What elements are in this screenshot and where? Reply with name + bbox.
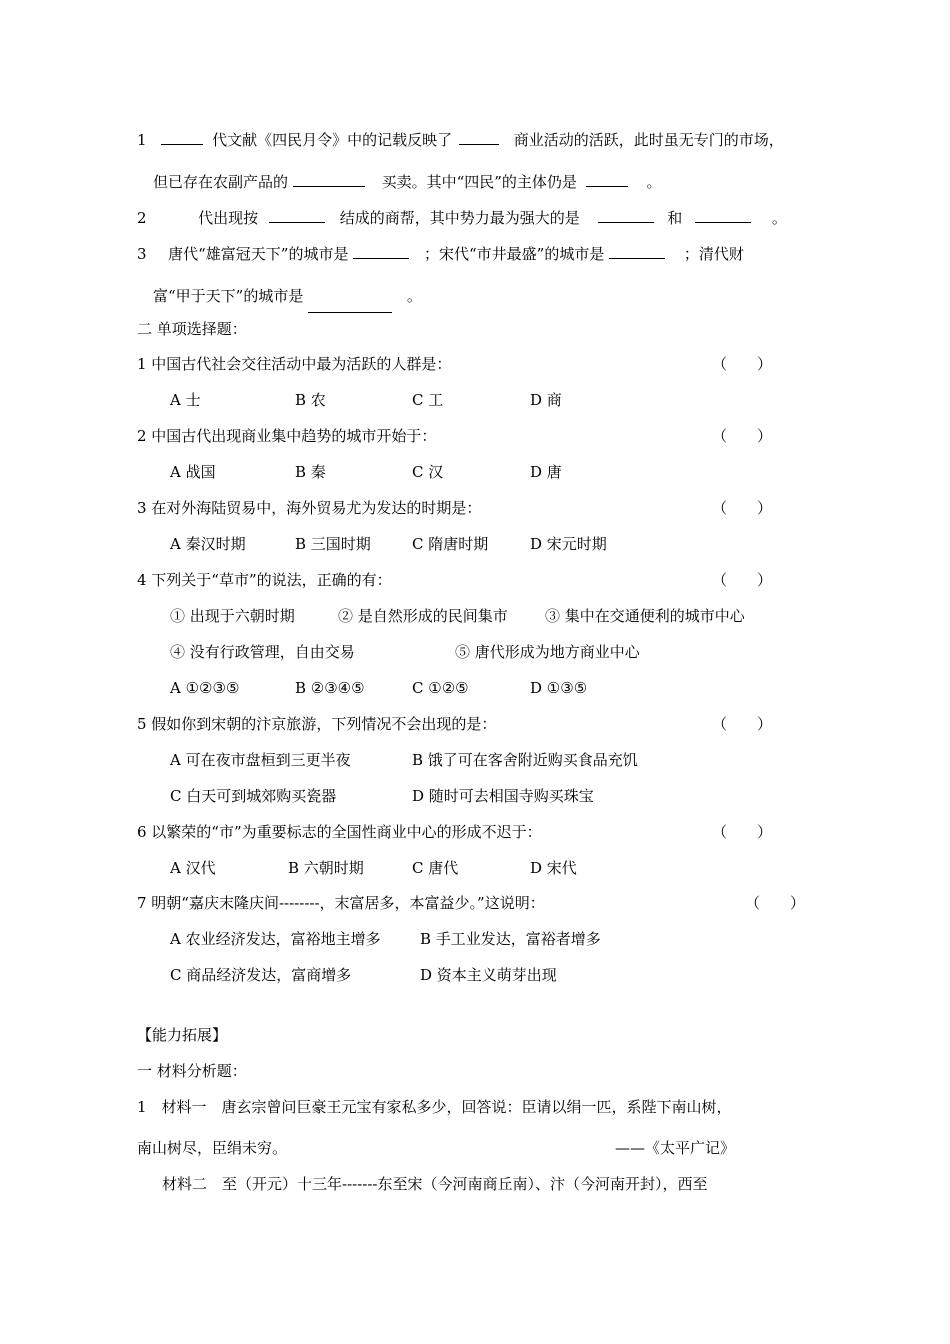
section-heading-single-choice: 二 单项选择题： <box>137 320 247 338</box>
question-text: ；清代财 <box>683 245 744 263</box>
answer-blank[interactable] <box>161 128 203 145</box>
answer-bracket[interactable]: （ ） <box>712 823 773 841</box>
option-b[interactable]: B 秦 <box>295 463 326 481</box>
answer-bracket[interactable]: （ ） <box>712 499 773 517</box>
fill-question-1-cont <box>153 170 662 192</box>
answer-blank[interactable] <box>308 296 392 313</box>
answer-blank[interactable] <box>598 206 654 223</box>
answer-bracket[interactable]: （ ） <box>745 894 806 912</box>
fill-question-3 <box>137 242 744 264</box>
question-text: 代文献《四民月令》中的记载反映了 <box>212 131 453 149</box>
question-text: 富“甲于天下”的城市是 <box>153 287 304 305</box>
answer-blank[interactable] <box>586 170 628 187</box>
answer-bracket[interactable]: （ ） <box>712 427 773 445</box>
question-text: 买卖。其中“四民”的主体仍是 <box>381 173 577 191</box>
statement-5: ⑤ 唐代形成为地方商业中心 <box>455 643 640 661</box>
option-b[interactable]: B 三国时期 <box>295 535 371 553</box>
option-d[interactable]: D 资本主义萌芽出现 <box>420 966 557 984</box>
option-d[interactable]: D 唐 <box>530 463 562 481</box>
question-text: 代出现按 <box>198 209 259 227</box>
option-d[interactable]: D 宋代 <box>530 859 577 877</box>
question-text: 商业活动的活跃，此时虽无专门的市场， <box>513 131 784 149</box>
option-c[interactable]: C 汉 <box>412 463 444 481</box>
answer-blank[interactable] <box>353 242 409 259</box>
question-text: 。 <box>771 209 787 227</box>
question-text: 但已存在农副产品的 <box>153 173 289 191</box>
option-b[interactable]: B 手工业发达，富裕者增多 <box>420 930 601 948</box>
fill-question-3-cont <box>153 284 422 306</box>
option-a[interactable]: A 农业经济发达，富裕地主增多 <box>170 930 381 948</box>
fill-question-2 <box>137 206 787 228</box>
mc-question-2: 2 中国古代出现商业集中趋势的城市开始于： <box>137 427 437 445</box>
material-text-line: 南山树尽，臣绢未穷。 <box>137 1139 288 1157</box>
answer-bracket[interactable]: （ ） <box>712 715 773 733</box>
question-text: 唐代“雄富冠天下”的城市是 <box>168 245 349 263</box>
section-heading-material-analysis: 一 材料分析题： <box>137 1062 247 1080</box>
statement-2: ② 是自然形成的民间集市 <box>338 607 508 625</box>
question-number: 1 <box>137 131 147 149</box>
option-b[interactable]: B 六朝时期 <box>288 859 364 877</box>
mc-question-7: 7 明朝“嘉庆末隆庆间--------，末富居多，本富益少。”这说明： <box>137 894 545 912</box>
option-c[interactable]: C 工 <box>412 391 444 409</box>
answer-blank[interactable] <box>293 170 365 187</box>
statement-1: ① 出现于六朝时期 <box>170 607 295 625</box>
question-text: 结成的商帮，其中势力最为强大的是 <box>339 209 580 227</box>
option-c[interactable]: C 隋唐时期 <box>412 535 489 553</box>
option-a[interactable]: A 战国 <box>170 463 216 481</box>
material-source: ——《太平广记》 <box>615 1139 736 1157</box>
question-number: 3 <box>137 245 147 263</box>
answer-bracket[interactable]: （ ） <box>712 571 773 589</box>
mc-question-1: 1 中国古代社会交往活动中最为活跃的人群是： <box>137 355 452 373</box>
question-number: 2 <box>137 209 147 227</box>
answer-blank[interactable] <box>269 206 325 223</box>
answer-blank[interactable] <box>609 242 665 259</box>
option-c[interactable]: C ①②⑤ <box>412 679 469 697</box>
mc-question-4: 4 下列关于“草市”的说法，正确的有： <box>137 571 392 589</box>
option-a[interactable]: A ①②③⑤ <box>170 679 240 697</box>
option-b[interactable]: B 农 <box>295 391 326 409</box>
mc-question-3: 3 在对外海陆贸易中，海外贸易尤为发达的时期是： <box>137 499 482 517</box>
question-text: 和 <box>667 209 683 227</box>
answer-blank[interactable] <box>695 206 751 223</box>
question-text: 。 <box>646 173 662 191</box>
option-a[interactable]: A 汉代 <box>170 859 216 877</box>
option-b[interactable]: B ②③④⑤ <box>295 679 365 697</box>
statement-4: ④ 没有行政管理，自由交易 <box>170 643 355 661</box>
fill-question-1 <box>137 128 784 150</box>
option-d[interactable]: D 宋元时期 <box>530 535 607 553</box>
option-a[interactable]: A 秦汉时期 <box>170 535 246 553</box>
answer-blank[interactable] <box>161 206 189 223</box>
section-heading-ability: 【能力拓展】 <box>137 1026 228 1044</box>
material-text-line: 材料二 至（开元）十三年-------东至宋（今河南商丘南）、汴（今河南开封），西至 <box>162 1175 708 1193</box>
question-text: 。 <box>406 287 422 305</box>
option-d[interactable]: D ①③⑤ <box>530 679 588 697</box>
option-a[interactable]: A 士 <box>170 391 201 409</box>
option-c[interactable]: C 唐代 <box>412 859 459 877</box>
material-text-line: 1 材料一 唐玄宗曾问巨豪王元宝有家私多少，回答说：臣请以绢一匹，系陛下南山树， <box>137 1098 732 1116</box>
option-d[interactable]: D 商 <box>530 391 562 409</box>
statement-3: ③ 集中在交通便利的城市中心 <box>545 607 745 625</box>
option-a[interactable]: A 可在夜市盘桓到三更半夜 <box>170 751 351 769</box>
mc-question-6: 6 以繁荣的“市”为重要标志的全国性商业中心的形成不迟于： <box>137 823 542 841</box>
question-text: ；宋代“市井最盛”的城市是 <box>424 245 605 263</box>
answer-blank[interactable] <box>459 128 499 145</box>
option-c[interactable]: C 商品经济发达，富商增多 <box>170 966 352 984</box>
answer-bracket[interactable]: （ ） <box>712 355 773 373</box>
option-c[interactable]: C 白天可到城郊购买瓷器 <box>170 787 337 805</box>
option-b[interactable]: B 饿了可在客舍附近购买食品充饥 <box>412 751 638 769</box>
mc-question-5: 5 假如你到宋朝的汴京旅游，下列情况不会出现的是： <box>137 715 497 733</box>
option-d[interactable]: D 随时可去相国寺购买珠宝 <box>412 787 594 805</box>
